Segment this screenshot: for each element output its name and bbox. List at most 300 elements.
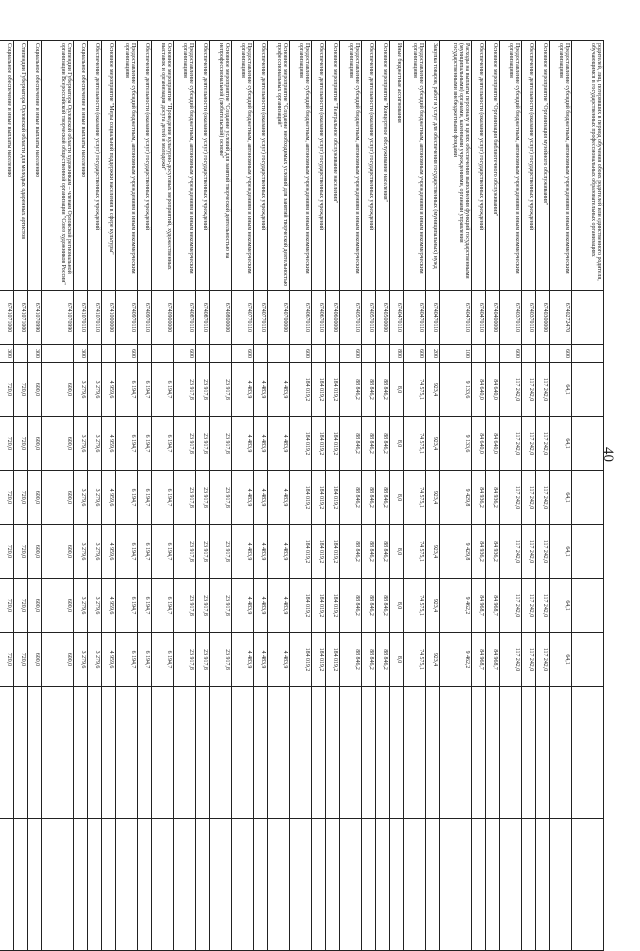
amount-cell (196, 687, 210, 819)
amount-cell: 88 846,2 (376, 525, 390, 579)
amount-cell: 6 194,7 (138, 525, 152, 579)
amount-cell (210, 687, 232, 819)
amount-cell: 923,4 (426, 363, 440, 417)
amount-cell: 117 242,0 (536, 417, 550, 471)
amount-cell: 23 917,8 (196, 633, 210, 687)
table-row (362, 41, 376, 951)
amount-cell: 184 019,2 (326, 417, 340, 471)
amount-cell: 3 279,6 (88, 579, 102, 633)
amount-cell: 23 917,8 (196, 471, 210, 525)
amount-cell (14, 819, 28, 951)
row-name-cell: Предоставление субсидий бюджетным, автономным учреждениям и иным некоммерческим организациям (500, 41, 522, 291)
amount-cell (174, 687, 196, 819)
target-article-code-cell: 6741070110 (88, 291, 102, 345)
amount-cell: 88 846,2 (376, 633, 390, 687)
table-row (472, 41, 486, 951)
expense-type-cell (572, 345, 604, 363)
expense-type-cell (362, 345, 376, 363)
amount-cell: 117 242,0 (500, 417, 522, 471)
amount-cell (312, 687, 326, 819)
amount-cell: 6 194,7 (152, 525, 174, 579)
amount-cell: 3 279,6 (88, 417, 102, 471)
expense-type-cell: 600 (232, 345, 254, 363)
amount-cell (486, 687, 500, 819)
expense-type-cell: 600 (500, 345, 522, 363)
expense-type-cell (312, 345, 326, 363)
row-name-cell: Основное мероприятие "Меры социальной поддержки населения в сфере культуры" (102, 41, 116, 291)
amount-cell: 23 917,8 (196, 417, 210, 471)
expense-type-cell (268, 345, 290, 363)
amount-cell (326, 687, 340, 819)
row-name-cell: Закупка товаров, работ и услуг для обеспечения государственных (муниципальных) нужд (426, 41, 440, 291)
amount-cell: 64,1 (550, 633, 572, 687)
amount-cell: 4 959,6 (102, 579, 116, 633)
amount-cell: 923,4 (426, 633, 440, 687)
expense-type-cell (376, 345, 390, 363)
amount-cell: 4 483,9 (254, 525, 268, 579)
amount-cell (174, 819, 196, 951)
expense-type-cell: 600 (116, 345, 138, 363)
amount-cell: 117 242,0 (500, 579, 522, 633)
table-row (390, 41, 404, 951)
target-article-code-cell: 6740870110 (174, 291, 196, 345)
amount-cell: 184 019,2 (312, 471, 326, 525)
expense-type-cell (486, 345, 500, 363)
target-article-code-cell: 6740800000 (210, 291, 232, 345)
amount-cell: 4 483,9 (232, 579, 254, 633)
table-row (74, 41, 88, 951)
amount-cell: 923,4 (426, 471, 440, 525)
row-name-cell: Предоставление субсидий бюджетным, автономным учреждениям и иным некоммерческим организациям (550, 41, 572, 291)
amount-cell: 720,0 (0, 525, 14, 579)
amount-cell: 88 846,2 (340, 417, 362, 471)
expense-type-cell (196, 345, 210, 363)
amount-cell: 117 242,0 (522, 579, 536, 633)
amount-cell: 4 959,6 (102, 417, 116, 471)
amount-cell: 23 917,8 (196, 363, 210, 417)
amount-cell: 600,0 (28, 363, 42, 417)
amount-cell: 6 194,7 (138, 471, 152, 525)
amount-cell: 117 242,0 (522, 363, 536, 417)
amount-cell: 6 194,7 (152, 579, 174, 633)
amount-cell: 3 279,6 (74, 471, 88, 525)
amount-cell: 84 968,7 (472, 633, 486, 687)
amount-cell: 184 019,2 (326, 579, 340, 633)
amount-cell (196, 819, 210, 951)
amount-cell (254, 819, 268, 951)
amount-cell (268, 687, 290, 819)
expense-type-cell: 600 (550, 345, 572, 363)
amount-cell: 84 968,7 (486, 579, 500, 633)
amount-cell: 4 483,9 (254, 579, 268, 633)
table-row (404, 41, 426, 951)
amount-cell (254, 687, 268, 819)
amount-cell (362, 819, 376, 951)
amount-cell: 600,0 (42, 633, 74, 687)
row-name-cell: Основное мероприятие "Создание условий для занятий творческой деятельностью на непрофессиональной (любительской) основе" (210, 41, 232, 291)
row-name-cell: Обеспечение деятельности (оказание услуг) государственных учреждений (312, 41, 326, 291)
amount-cell: 117 242,0 (536, 525, 550, 579)
amount-cell: 23 917,8 (174, 579, 196, 633)
amount-cell: 23 917,8 (210, 525, 232, 579)
amount-cell: 117 242,0 (522, 471, 536, 525)
amount-cell: 23 917,8 (174, 417, 196, 471)
amount-cell: 4 483,9 (268, 471, 290, 525)
amount-cell: 88 846,2 (362, 633, 376, 687)
target-article-code-cell: 6740600000 (326, 291, 340, 345)
amount-cell: 184 019,2 (326, 363, 340, 417)
amount-cell (138, 819, 152, 951)
target-article-code-cell: 6741071000 (14, 291, 28, 345)
amount-cell (376, 819, 390, 951)
amount-cell: 9 133,6 (440, 417, 472, 471)
expense-type-cell: 200 (426, 345, 440, 363)
amount-cell: 184 019,2 (290, 525, 312, 579)
amount-cell (362, 687, 376, 819)
amount-cell: 4 959,6 (102, 363, 116, 417)
amount-cell: 88 846,2 (376, 579, 390, 633)
amount-cell (536, 819, 550, 951)
target-article-code-cell: 6741000000 (102, 291, 116, 345)
table-row (196, 41, 210, 951)
amount-cell (522, 819, 536, 951)
amount-cell: 600,0 (42, 579, 74, 633)
amount-cell: 4 959,6 (102, 525, 116, 579)
amount-cell: 88 846,2 (340, 633, 362, 687)
amount-cell: 88 846,2 (340, 363, 362, 417)
amount-cell: 184 019,2 (326, 633, 340, 687)
row-name-cell: Основное мероприятие "Создание необходимых условий для занятий творческой деятельностью профессиональных организаций" (268, 41, 290, 291)
amount-cell (572, 819, 604, 951)
amount-cell: 6 194,7 (116, 525, 138, 579)
amount-cell: 84 968,7 (472, 579, 486, 633)
amount-cell (572, 633, 604, 687)
amount-cell: 84 936,2 (486, 525, 500, 579)
row-name-cell: Основное мероприятие "Театральное обслуживание населения" (326, 41, 340, 291)
amount-cell (138, 687, 152, 819)
expense-type-cell: 100 (440, 345, 472, 363)
target-article-code-cell: 6740370110 (500, 291, 522, 345)
amount-cell: 6 194,7 (116, 363, 138, 417)
amount-cell (210, 819, 232, 951)
amount-cell: 84 968,7 (486, 633, 500, 687)
table-wrapper (6, 40, 604, 900)
amount-cell: 74 575,1 (404, 633, 426, 687)
amount-cell: 88 846,2 (376, 417, 390, 471)
row-name-cell: Обеспечение деятельности (оказание услуг) государственных учреждений (522, 41, 536, 291)
amount-cell: 117 242,0 (522, 417, 536, 471)
table-row (138, 41, 152, 951)
target-article-code-cell: 6740470110 (472, 291, 486, 345)
amount-cell (232, 687, 254, 819)
amount-cell: 720,0 (14, 633, 28, 687)
expense-type-cell: 300 (0, 345, 14, 363)
target-article-code-cell: 6740272470 (550, 291, 572, 345)
row-name-cell: Обеспечение деятельности (оказание услуг) государственных учреждений (472, 41, 486, 291)
table-row (232, 41, 254, 951)
amount-cell: 84 640,0 (472, 417, 486, 471)
amount-cell: 4 483,9 (268, 525, 290, 579)
amount-cell: 600,0 (42, 525, 74, 579)
amount-cell: 74 575,1 (404, 417, 426, 471)
amount-cell: 9 133,6 (440, 363, 472, 417)
amount-cell: 3 279,6 (88, 471, 102, 525)
amount-cell: 600,0 (28, 579, 42, 633)
amount-cell: 4 959,6 (102, 633, 116, 687)
amount-cell (0, 687, 14, 819)
amount-cell (550, 687, 572, 819)
row-name-cell: Стипендии Губернатора Орловской области художникам – членам Орловской региональной организации Всероссийской творческой общественной организации "Союз художников России" (42, 41, 74, 291)
target-article-code-cell: 6741070990 (42, 291, 74, 345)
amount-cell (486, 819, 500, 951)
target-article-code-cell: 6740670110 (312, 291, 326, 345)
amount-cell: 117 242,0 (500, 525, 522, 579)
table-row (326, 41, 340, 951)
amount-cell (88, 819, 102, 951)
amount-cell: 84 640,0 (486, 363, 500, 417)
amount-cell (390, 819, 404, 951)
expense-type-cell (326, 345, 340, 363)
amount-cell (340, 819, 362, 951)
amount-cell: 184 019,2 (312, 579, 326, 633)
amount-cell: 720,0 (0, 471, 14, 525)
amount-cell: 6 194,7 (116, 633, 138, 687)
amount-cell: 3 279,6 (74, 579, 88, 633)
amount-cell (312, 819, 326, 951)
expense-type-cell (14, 345, 28, 363)
table-row (116, 41, 138, 951)
amount-cell: 8,0 (390, 363, 404, 417)
amount-cell (440, 819, 472, 951)
amount-cell: 74 575,1 (404, 471, 426, 525)
expense-type-cell: 800 (390, 345, 404, 363)
amount-cell: 3 279,6 (74, 525, 88, 579)
amount-cell (426, 819, 440, 951)
amount-cell: 923,4 (426, 525, 440, 579)
row-name-cell: Расходы на выплаты персоналу в целях обеспечения выполнения функций государственными (муниципальными) органами, казенными учреждениями, органами управления государственными внебюджетными фондами (440, 41, 472, 291)
amount-cell (572, 579, 604, 633)
table-row (254, 41, 268, 951)
table-row (550, 41, 572, 951)
amount-cell (572, 525, 604, 579)
amount-cell: 6 194,7 (116, 579, 138, 633)
amount-cell (440, 687, 472, 819)
amount-cell (152, 687, 174, 819)
amount-cell: 4 483,9 (232, 633, 254, 687)
amount-cell: 84 936,2 (472, 471, 486, 525)
amount-cell: 923,4 (426, 417, 440, 471)
amount-cell: 64,1 (550, 525, 572, 579)
amount-cell (42, 819, 74, 951)
amount-cell (152, 819, 174, 951)
target-article-code-cell: 6740470110 (390, 291, 404, 345)
amount-cell: 84 640,0 (486, 417, 500, 471)
amount-cell: 4 483,9 (232, 417, 254, 471)
amount-cell: 117 242,0 (536, 363, 550, 417)
amount-cell: 923,4 (426, 579, 440, 633)
amount-cell: 8,0 (390, 633, 404, 687)
amount-cell: 4 483,9 (268, 363, 290, 417)
expense-type-cell: 600 (174, 345, 196, 363)
amount-cell (472, 687, 486, 819)
amount-cell (404, 687, 426, 819)
amount-cell: 23 917,8 (210, 471, 232, 525)
amount-cell: 117 242,0 (522, 525, 536, 579)
amount-cell: 3 279,6 (74, 363, 88, 417)
amount-cell: 117 242,0 (500, 471, 522, 525)
target-article-code-cell: 6740300000 (536, 291, 550, 345)
amount-cell: 4 483,9 (232, 525, 254, 579)
expense-type-cell (152, 345, 174, 363)
target-article-code-cell: 6740470110 (440, 291, 472, 345)
row-name-cell: Предоставление субсидий бюджетным, автономным учреждениям и иным некоммерческим организациям (404, 41, 426, 291)
amount-cell (572, 471, 604, 525)
amount-cell: 88 846,2 (362, 417, 376, 471)
amount-cell: 720,0 (0, 417, 14, 471)
row-name-cell: Основное мероприятие "Концертное обслуживание населения" (376, 41, 390, 291)
amount-cell: 184 019,2 (312, 525, 326, 579)
target-article-code-cell: 6740570110 (340, 291, 362, 345)
amount-cell: 117 242,0 (536, 471, 550, 525)
target-article-code-cell: 6740470110 (426, 291, 440, 345)
amount-cell (340, 687, 362, 819)
amount-cell: 88 846,2 (362, 525, 376, 579)
target-article-code-cell: 6740400000 (486, 291, 500, 345)
amount-cell: 720,0 (14, 579, 28, 633)
amount-cell: 6 194,7 (138, 363, 152, 417)
amount-cell: 4 483,9 (268, 417, 290, 471)
amount-cell: 23 917,8 (210, 633, 232, 687)
amount-cell: 720,0 (0, 363, 14, 417)
expense-type-cell (88, 345, 102, 363)
amount-cell (74, 687, 88, 819)
amount-cell (522, 687, 536, 819)
table-row (210, 41, 232, 951)
amount-cell: 4 483,9 (254, 363, 268, 417)
row-name-cell: Социальное обеспечение и иные выплаты населению (28, 41, 42, 291)
target-article-code-cell (572, 291, 604, 345)
table-row (152, 41, 174, 951)
amount-cell: 3 279,6 (88, 633, 102, 687)
amount-cell: 6 194,7 (152, 633, 174, 687)
amount-cell (572, 417, 604, 471)
amount-cell: 4 483,9 (254, 471, 268, 525)
target-article-code-cell: 6740970110 (138, 291, 152, 345)
amount-cell (42, 687, 74, 819)
row-name-cell: Предоставление субсидий бюджетным, автономным учреждениям и иным некоммерческим организациям (340, 41, 362, 291)
amount-cell: 8,0 (390, 525, 404, 579)
amount-cell (472, 819, 486, 951)
amount-cell: 9 429,8 (440, 525, 472, 579)
amount-cell (550, 819, 572, 951)
amount-cell: 4 483,9 (232, 363, 254, 417)
row-name-cell: Обеспечение деятельности (оказание услуг) государственных учреждений (362, 41, 376, 291)
amount-cell: 9 429,8 (440, 471, 472, 525)
amount-cell: 600,0 (42, 417, 74, 471)
amount-cell (404, 819, 426, 951)
amount-cell (500, 819, 522, 951)
target-article-code-cell: 6740670110 (290, 291, 312, 345)
target-article-code-cell: 6741071000 (0, 291, 14, 345)
table-row (536, 41, 550, 951)
expense-type-cell (254, 345, 268, 363)
table-row (572, 41, 604, 951)
amount-cell: 64,1 (550, 471, 572, 525)
row-name-cell: Иные бюджетные ассигнования (390, 41, 404, 291)
amount-cell: 600,0 (42, 363, 74, 417)
expense-type-cell (138, 345, 152, 363)
amount-cell (28, 819, 42, 951)
table-row (522, 41, 536, 951)
amount-cell: 23 917,8 (174, 363, 196, 417)
expense-type-cell (536, 345, 550, 363)
amount-cell: 6 194,7 (152, 471, 174, 525)
amount-cell: 117 242,0 (522, 633, 536, 687)
amount-cell: 6 194,7 (152, 363, 174, 417)
amount-cell: 74 575,1 (404, 363, 426, 417)
target-article-code-cell: 6740500000 (376, 291, 390, 345)
amount-cell (426, 687, 440, 819)
amount-cell: 4 483,9 (254, 417, 268, 471)
page-number: 40 (600, 447, 616, 462)
table-row (290, 41, 312, 951)
amount-cell: 3 279,6 (88, 363, 102, 417)
amount-cell: 600,0 (28, 417, 42, 471)
row-name-cell: Основное мероприятие "Организация музейного обслуживания" (536, 41, 550, 291)
amount-cell: 23 917,8 (174, 525, 196, 579)
amount-cell: 74 575,1 (404, 579, 426, 633)
amount-cell: 720,0 (14, 417, 28, 471)
amount-cell: 184 019,2 (312, 363, 326, 417)
amount-cell (88, 687, 102, 819)
amount-cell: 23 917,8 (196, 579, 210, 633)
amount-cell (102, 687, 116, 819)
expense-type-cell: 600 (340, 345, 362, 363)
amount-cell: 184 019,2 (312, 417, 326, 471)
amount-cell: 117 242,0 (500, 363, 522, 417)
target-article-code-cell: 6741070110 (74, 291, 88, 345)
amount-cell: 184 019,2 (326, 525, 340, 579)
target-article-code-cell: 6740470110 (404, 291, 426, 345)
row-name-cell: Основное мероприятие "Проведение культурно-досуговых мероприятий, художественных выставок и организация досуга детей и молодежи" (152, 41, 174, 291)
table-row (440, 41, 472, 951)
table-row (14, 41, 28, 951)
amount-cell: 23 917,8 (210, 579, 232, 633)
expense-type-cell: 600 (290, 345, 312, 363)
expense-type-cell: 300 (74, 345, 88, 363)
amount-cell: 4 483,9 (232, 471, 254, 525)
row-name-cell: Предоставление субсидий бюджетным, автономным учреждениям и иным некоммерческим организациям (232, 41, 254, 291)
amount-cell: 9 462,2 (440, 579, 472, 633)
amount-cell (572, 363, 604, 417)
amount-cell (390, 687, 404, 819)
amount-cell: 720,0 (14, 525, 28, 579)
expense-type-cell (102, 345, 116, 363)
table-row (268, 41, 290, 951)
amount-cell: 88 846,2 (376, 363, 390, 417)
amount-cell (290, 819, 312, 951)
table-row (88, 41, 102, 951)
expense-type-cell: 600 (404, 345, 426, 363)
amount-cell (14, 687, 28, 819)
row-name-cell: Обеспечение деятельности (оказание услуг) государственных учреждений (196, 41, 210, 291)
amount-cell: 84 936,2 (472, 525, 486, 579)
row-name-cell: Обеспечение деятельности (оказание услуг) государственных учреждений (88, 41, 102, 291)
target-article-code-cell: 6740870110 (196, 291, 210, 345)
amount-cell: 8,0 (390, 579, 404, 633)
amount-cell: 6 194,7 (138, 417, 152, 471)
amount-cell: 600,0 (28, 633, 42, 687)
